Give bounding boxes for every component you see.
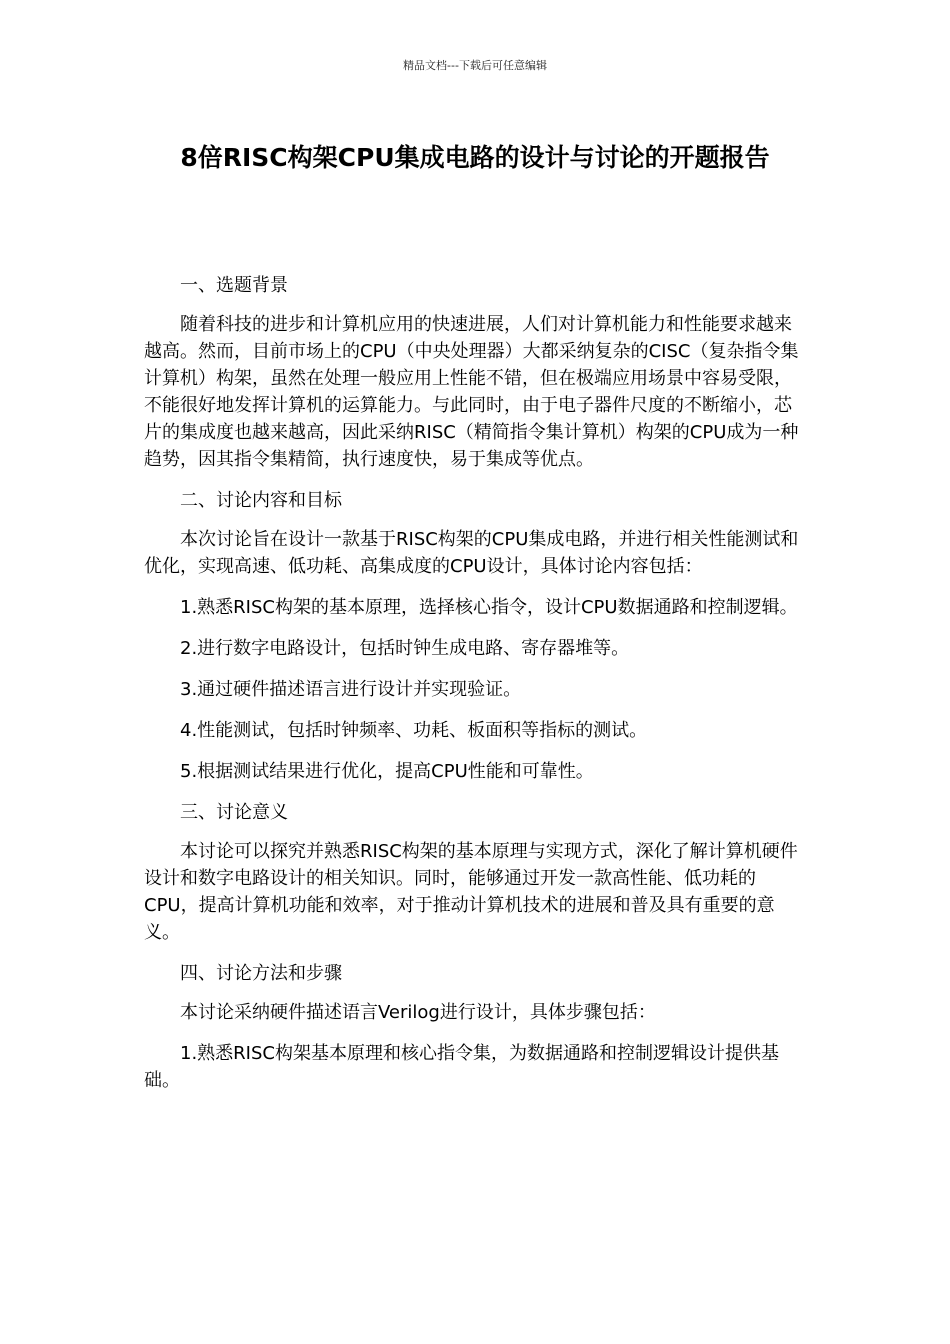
section-heading-significance: 三、讨论意义	[180, 802, 288, 823]
section-heading-content-goals: 二、讨论内容和目标	[180, 490, 342, 511]
paragraph-significance: 本讨论可以探究并熟悉RISC构架的基本原理与实现方式，深化了解计算机硬件设计和数字电路设计的相关知识。同时，能够通过开发一款高性能、低功耗的CPU，提高计算机功能和效率，对于推动计算机技术的进展和普及具有重要的意义。	[144, 841, 798, 943]
document-title: 8倍RISC构架CPU集成电路的设计与讨论的开题报告	[180, 143, 770, 172]
list-item: 5.根据测试结果进行优化，提高CPU性能和可靠性。	[180, 761, 594, 782]
page-header-note: 精品文档---下载后可任意编辑	[403, 59, 547, 72]
list-item: 3.通过硬件描述语言进行设计并实现验证。	[180, 679, 522, 700]
section-heading-background: 一、选题背景	[180, 275, 288, 296]
list-item: 2.进行数字电路设计，包括时钟生成电路、寄存器堆等。	[180, 638, 630, 659]
paragraph-methods-intro: 本讨论采纳硬件描述语言Verilog进行设计，具体步骤包括：	[180, 1002, 656, 1023]
document-body	[144, 272, 808, 1108]
paragraph-content-intro: 本次讨论旨在设计一款基于RISC构架的CPU集成电路，并进行相关性能测试和优化，实现高速、低功耗、高集成度的CPU设计，具体讨论内容包括：	[144, 529, 799, 577]
list-item: 1.熟悉RISC构架的基本原理，选择核心指令，设计CPU数据通路和控制逻辑。	[180, 597, 798, 618]
paragraph-background: 随着科技的进步和计算机应用的快速进展，人们对计算机能力和性能要求越来越高。然而，目前市场上的CPU（中央处理器）大都采纳复杂的CISC（复杂指令集计算机）构架，虽然在处理一般应用上性能不错，但在极端应用场景中容易受限，不能很好地发挥计算机的运算能力。与此同时，由于电子器件尺度的不断缩小，芯片的集成度也越来越高，因此采纳RISC（精简指令集计算机）构架的CPU成为一种趋势，因其指令集精简，执行速度快，易于集成等优点。	[144, 314, 799, 470]
section-heading-methods: 四、讨论方法和步骤	[180, 963, 342, 984]
list-item: 1.熟悉RISC构架基本原理和核心指令集，为数据通路和控制逻辑设计提供基础。	[144, 1043, 779, 1091]
list-item: 4.性能测试，包括时钟频率、功耗、板面积等指标的测试。	[180, 720, 648, 741]
